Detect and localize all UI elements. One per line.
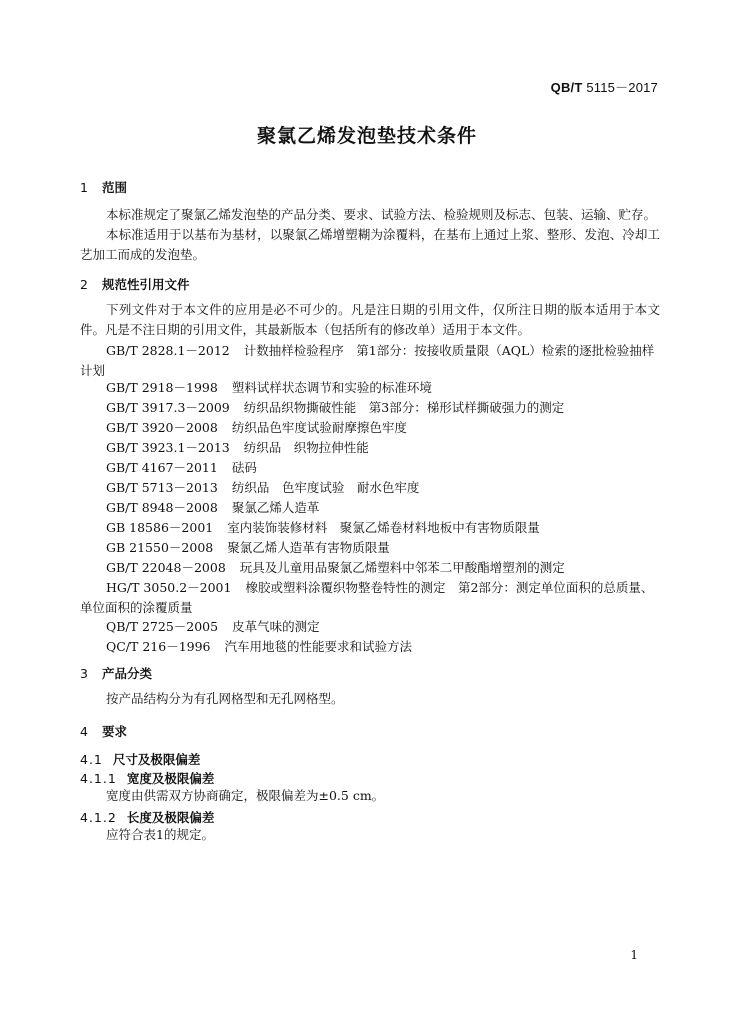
reference-title: 橡胶或塑料涂覆织物整卷特性的测定 第2部分：测定单位面积的总质量、单位面积的涂覆质量	[80, 580, 654, 615]
reference-item	[80, 498, 660, 518]
reference-title: 塑料试样状态调节和实验的标准环境	[231, 380, 432, 395]
reference-item	[80, 617, 660, 637]
reference-title: 计数抽样检验程序 第1部分：按接收质量限（AQL）检索的逐批检验抽样计划	[80, 343, 655, 378]
reference-code: HG/T 3050.2－2001	[106, 580, 232, 595]
subsection-4-1-1-text: 宽度由供需双方协商确定，极限偏差为±0.5 cm。	[106, 788, 385, 803]
reference-title: 汽车用地毯的性能要求和试验方法	[224, 639, 413, 654]
section-4-heading	[80, 722, 127, 740]
section-title: 要求	[102, 724, 128, 739]
section-number: 4	[80, 724, 88, 739]
reference-code: GB/T 3920－2008	[106, 420, 218, 435]
reference-item	[80, 418, 660, 438]
document-title: 聚氯乙烯发泡垫技术条件	[256, 125, 477, 147]
reference-title: 聚氯乙烯人造革有害物质限量	[227, 540, 390, 555]
subsection-title: 宽度及极限偏差	[126, 771, 215, 786]
subsection-4-1-1-heading	[80, 769, 214, 787]
reference-title: 皮革气味的测定	[232, 619, 320, 634]
section-title: 范围	[102, 180, 128, 195]
reference-title: 室内装饰装修材料 聚氯乙烯卷材料地板中有害物质限量	[227, 520, 540, 535]
page-number: 1	[630, 948, 638, 962]
section-number: 3	[80, 666, 88, 681]
reference-item	[80, 558, 660, 578]
reference-code: GB/T 2828.1－2012	[106, 343, 230, 358]
section-1-paragraph-2: 本标准适用于以基布为基材，以聚氯乙烯增塑糊为涂覆料，在基布上通过上浆、整形、发泡、冷却工艺加工而成的发泡垫。	[80, 227, 660, 262]
section-3-heading	[80, 664, 152, 682]
section-1-paragraph-1: 本标准规定了聚氯乙烯发泡垫的产品分类、要求、试验方法、检验规则及标志、包装、运输、贮存。	[106, 207, 657, 222]
section-number: 1	[80, 180, 88, 195]
reference-title: 砝码	[231, 460, 257, 475]
reference-code: QB/T 2725－2005	[106, 619, 219, 634]
section-2-heading	[80, 275, 190, 293]
section-number: 2	[80, 277, 88, 292]
reference-item	[80, 478, 660, 498]
reference-code: GB/T 2918－1998	[106, 380, 218, 395]
reference-item	[80, 341, 660, 381]
section-2-intro: 下列文件对于本文件的应用是必不可少的。凡是注日期的引用文件，仅所注日期的版本适用于本文件。凡是不注日期的引用文件，其最新版本（包括所有的修改单）适用于本文件。	[80, 302, 660, 337]
subsection-4-1-2-text: 应符合表1的规定。	[106, 827, 214, 842]
reference-item	[80, 438, 660, 458]
subsection-title: 长度及极限偏差	[126, 810, 215, 825]
reference-code: GB/T 22048－2008	[106, 560, 226, 575]
reference-code: GB 21550－2008	[106, 540, 214, 555]
reference-title: 玩具及儿童用品聚氯乙烯塑料中邻苯二甲酸酯增塑剂的测定	[239, 560, 565, 575]
subsection-4-1-2-heading	[80, 808, 214, 826]
reference-title: 纺织品色牢度试验耐摩擦色牢度	[231, 420, 407, 435]
reference-title: 纺织品 色牢度试验 耐水色牢度	[231, 480, 420, 495]
reference-code: GB/T 3923.1－2013	[106, 440, 230, 455]
reference-title: 聚氯乙烯人造革	[231, 500, 320, 515]
section-title: 规范性引用文件	[102, 277, 190, 292]
reference-item	[80, 398, 660, 418]
reference-item	[80, 538, 660, 558]
section-1-heading	[80, 178, 127, 196]
standard-prefix: QB/T	[550, 80, 583, 95]
standard-code	[551, 77, 658, 96]
reference-code: GB/T 4167－2011	[106, 460, 218, 475]
reference-title: 纺织品 织物拉伸性能	[243, 440, 369, 455]
reference-code: QC/T 216－1996	[106, 639, 211, 654]
reference-code: GB/T 8948－2008	[106, 500, 218, 515]
subsection-number: 4.1.2	[80, 810, 117, 825]
reference-item	[80, 637, 660, 657]
reference-title: 纺织品织物撕破性能 第3部分：梯形试样撕破强力的测定	[243, 400, 565, 415]
subsection-title: 尺寸及极限偏差	[112, 752, 201, 767]
reference-item	[80, 378, 660, 398]
reference-code: GB 18586－2001	[106, 520, 214, 535]
subsection-number: 4.1.1	[80, 771, 117, 786]
reference-item	[80, 578, 660, 618]
subsection-number: 4.1	[80, 752, 103, 767]
reference-code: GB/T 3917.3－2009	[106, 400, 230, 415]
reference-item	[80, 458, 660, 478]
section-3-paragraph: 按产品结构分为有孔网格型和无孔网格型。	[106, 691, 344, 706]
standard-number: 5115－2017	[586, 80, 658, 95]
reference-item	[80, 518, 660, 538]
section-title: 产品分类	[102, 666, 153, 681]
reference-code: GB/T 5713－2013	[106, 480, 218, 495]
subsection-4-1-heading	[80, 750, 200, 768]
